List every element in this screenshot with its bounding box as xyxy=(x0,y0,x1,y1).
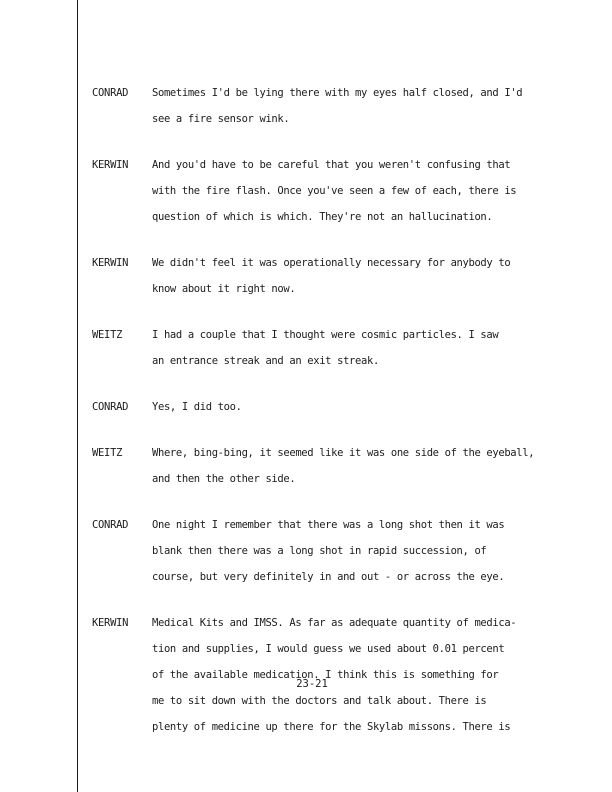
transcript-entry xyxy=(0,610,612,740)
dialogue-text xyxy=(152,512,542,590)
dialogue-text xyxy=(152,394,542,420)
transcript-entry xyxy=(0,250,612,302)
speaker-name: KERWIN xyxy=(92,617,129,629)
dialogue-line: And you'd have to be careful that you weren't confusing that xyxy=(152,159,511,171)
transcript-entry xyxy=(0,440,612,492)
dialogue-line: me to sit down with the doctors and talk about. There is xyxy=(152,695,487,707)
dialogue-text xyxy=(152,80,542,132)
dialogue-line: see a fire sensor wink. xyxy=(152,113,290,125)
page-number: 23-21 xyxy=(296,678,328,690)
speaker-name: KERWIN xyxy=(92,159,129,171)
transcript-entry xyxy=(0,80,612,132)
speaker-name: CONRAD xyxy=(92,87,129,99)
dialogue-line: I had a couple that I thought were cosmic particles. I saw xyxy=(152,329,499,341)
dialogue-line: Sometimes I'd be lying there with my eyes half closed, and I'd xyxy=(152,87,523,99)
dialogue-line: Yes, I did too. xyxy=(152,401,242,413)
dialogue-line: course, but very definitely in and out - or across the eye. xyxy=(152,571,505,583)
speaker-name: WEITZ xyxy=(92,329,123,341)
dialogue-text xyxy=(152,322,542,374)
dialogue-line: One night I remember that there was a long shot then it was xyxy=(152,519,505,531)
dialogue-line: We didn't feel it was operationally necessary for anybody to xyxy=(152,257,511,269)
dialogue-line: question of which is which. They're not an hallucination. xyxy=(152,211,493,223)
dialogue-line: plenty of medicine up there for the Skylab missons. There is xyxy=(152,721,511,733)
dialogue-text xyxy=(152,250,542,302)
dialogue-line: blank then there was a long shot in rapid succession, of xyxy=(152,545,487,557)
dialogue-text xyxy=(152,440,542,492)
dialogue-line: Where, bing-bing, it seemed like it was one side of the eyeball, xyxy=(152,447,535,459)
speaker-name: CONRAD xyxy=(92,401,129,413)
dialogue-text xyxy=(152,152,542,230)
dialogue-line: an entrance streak and an exit streak. xyxy=(152,355,379,367)
dialogue-line: know about it right now. xyxy=(152,283,296,295)
dialogue-line: of the available medication. I think this is something for xyxy=(152,669,499,681)
speaker-name: WEITZ xyxy=(92,447,123,459)
dialogue-line: with the fire flash. Once you've seen a few of each, there is xyxy=(152,185,517,197)
transcript-entry xyxy=(0,152,612,230)
transcript-entries xyxy=(0,80,612,760)
transcript-entry xyxy=(0,394,612,420)
speaker-name: KERWIN xyxy=(92,257,129,269)
dialogue-line: tion and supplies, I would guess we used about 0.01 percent xyxy=(152,643,505,655)
transcript-entry xyxy=(0,322,612,374)
speaker-name: CONRAD xyxy=(92,519,129,531)
dialogue-line: and then the other side. xyxy=(152,473,296,485)
dialogue-text xyxy=(152,610,542,740)
transcript-entry xyxy=(0,512,612,590)
dialogue-line: Medical Kits and IMSS. As far as adequate quantity of medica- xyxy=(152,617,517,629)
